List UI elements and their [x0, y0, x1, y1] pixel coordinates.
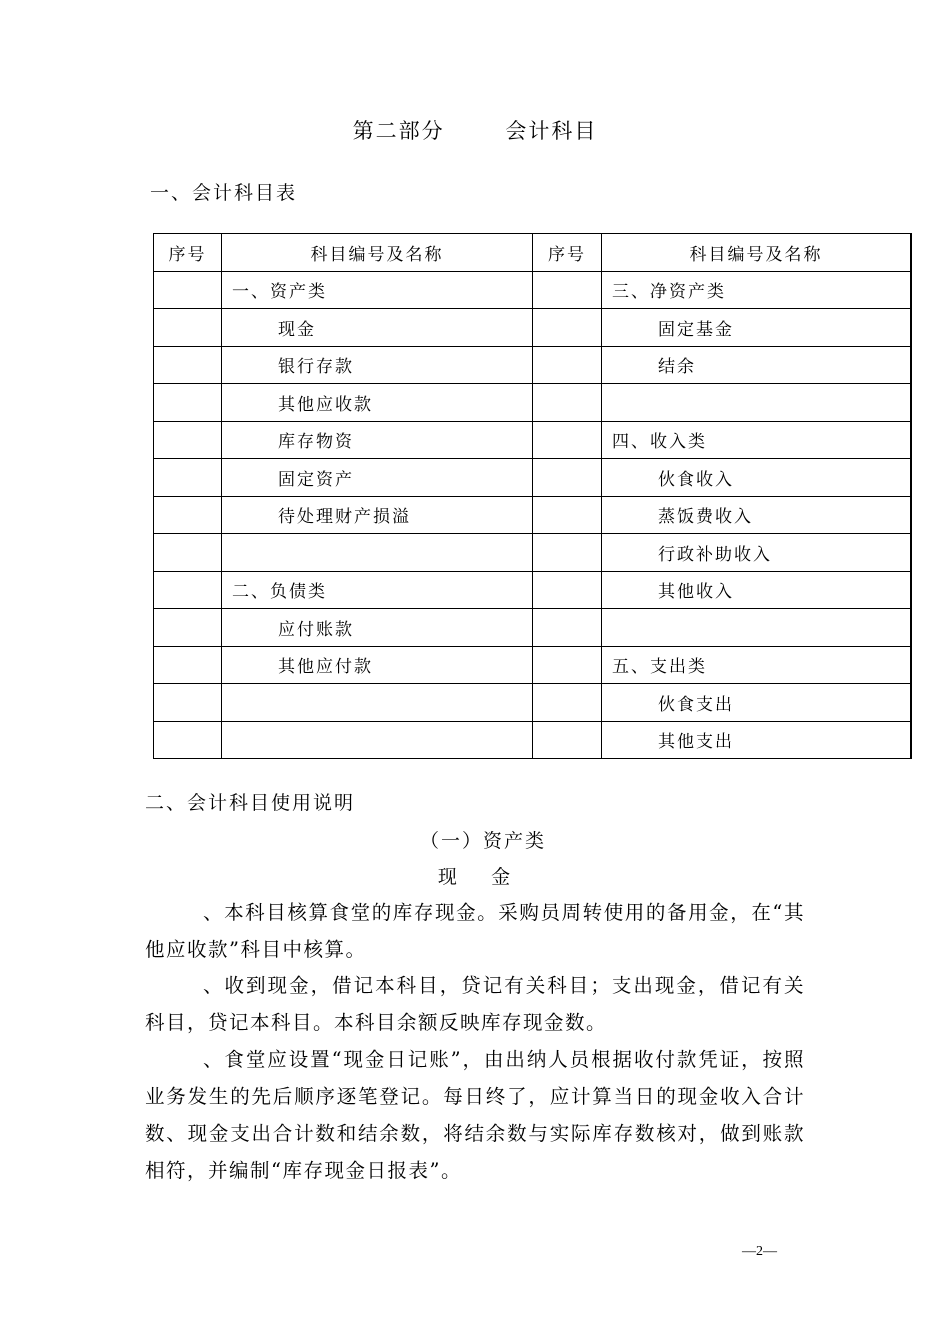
account-name-cell: 其他支出: [602, 721, 912, 759]
table-row: [154, 459, 912, 497]
account-name-cell: [222, 534, 533, 572]
account-name-cell: 银行存款: [222, 346, 533, 384]
header-cell: 序号: [533, 234, 602, 272]
table-row: [154, 721, 912, 759]
item-heading: 现 金: [437, 866, 513, 888]
table-row: [154, 346, 912, 384]
sequence-cell: [154, 684, 222, 722]
sequence-cell: [533, 609, 602, 647]
subsection-heading: （一）资产类: [419, 830, 546, 852]
sequence-cell: [533, 534, 602, 572]
sequence-cell: [154, 496, 222, 534]
table-row: [154, 534, 912, 572]
table-row: [154, 571, 912, 609]
section-heading-account-table: 一、会计科目表: [150, 182, 298, 204]
account-name-cell: 固定资产: [222, 459, 533, 497]
account-name-cell: 一、资产类: [222, 271, 533, 309]
table-row: [154, 309, 912, 347]
section-heading-usage-notes: 二、会计科目使用说明: [145, 792, 356, 814]
account-name-cell: 应付账款: [222, 609, 533, 647]
account-name-cell: [602, 609, 912, 647]
sequence-cell: [533, 459, 602, 497]
table-row: [154, 496, 912, 534]
header-cell: 科目编号及名称: [222, 234, 533, 272]
sequence-cell: [533, 684, 602, 722]
sequence-cell: [533, 384, 602, 422]
sequence-cell: [154, 571, 222, 609]
account-name-cell: 其他应付款: [222, 646, 533, 684]
header-cell: 序号: [154, 234, 222, 272]
sequence-cell: [533, 496, 602, 534]
sequence-cell: [533, 721, 602, 759]
paragraph: 、收到现金，借记本科目，贷记有关科目；支出现金，借记有关科目，贷记本科目。本科目余额反映库存现金数。: [145, 974, 805, 1034]
account-name-cell: 待处理财产损溢: [222, 496, 533, 534]
account-name-cell: 四、收入类: [602, 421, 912, 459]
paragraph: 、食堂应设置“现金日记账”，由出纳人员根据收付款凭证，按照业务发生的先后顺序逐笔登记。每日终了，应计算当日的现金收入合计数、现金支出合计数和结余数，将结余数与实际库存数核对，做到账款相符，并编制“库存现金日报表”。: [145, 1048, 805, 1182]
sequence-cell: [533, 271, 602, 309]
table-row: [154, 421, 912, 459]
account-name-cell: 结余: [602, 346, 912, 384]
account-name-cell: 库存物资: [222, 421, 533, 459]
sequence-cell: [154, 646, 222, 684]
table-header-row: [154, 234, 912, 272]
table-row: [154, 684, 912, 722]
account-name-cell: 固定基金: [602, 309, 912, 347]
account-name-cell: 其他应收款: [222, 384, 533, 422]
sequence-cell: [533, 346, 602, 384]
sequence-cell: [154, 421, 222, 459]
account-name-cell: 三、净资产类: [602, 271, 912, 309]
sequence-cell: [154, 534, 222, 572]
sequence-cell: [154, 271, 222, 309]
account-name-cell: 行政补助收入: [602, 534, 912, 572]
sequence-cell: [154, 721, 222, 759]
sequence-cell: [533, 421, 602, 459]
sequence-cell: [533, 571, 602, 609]
account-name-cell: [602, 384, 912, 422]
table-row: [154, 646, 912, 684]
page-number: —2—: [742, 1244, 777, 1259]
account-name-cell: 现金: [222, 309, 533, 347]
table-row: [154, 384, 912, 422]
account-name-cell: 蒸饭费收入: [602, 496, 912, 534]
page-title: 第二部分 会计科目: [352, 119, 598, 143]
paragraph: 、本科目核算食堂的库存现金。采购员周转使用的备用金，在“其他应收款”科目中核算。: [145, 901, 805, 961]
account-name-cell: [222, 721, 533, 759]
sequence-cell: [154, 309, 222, 347]
sequence-cell: [154, 346, 222, 384]
account-name-cell: 其他收入: [602, 571, 912, 609]
account-name-cell: 伙食收入: [602, 459, 912, 497]
account-name-cell: 五、支出类: [602, 646, 912, 684]
header-cell: 科目编号及名称: [602, 234, 912, 272]
sequence-cell: [533, 309, 602, 347]
sequence-cell: [154, 459, 222, 497]
account-name-cell: 伙食支出: [602, 684, 912, 722]
table-row: [154, 609, 912, 647]
account-name-cell: 二、负债类: [222, 571, 533, 609]
sequence-cell: [533, 646, 602, 684]
sequence-cell: [154, 384, 222, 422]
account-name-cell: [222, 684, 533, 722]
table-row: [154, 271, 912, 309]
sequence-cell: [154, 609, 222, 647]
account-table: [153, 233, 912, 759]
